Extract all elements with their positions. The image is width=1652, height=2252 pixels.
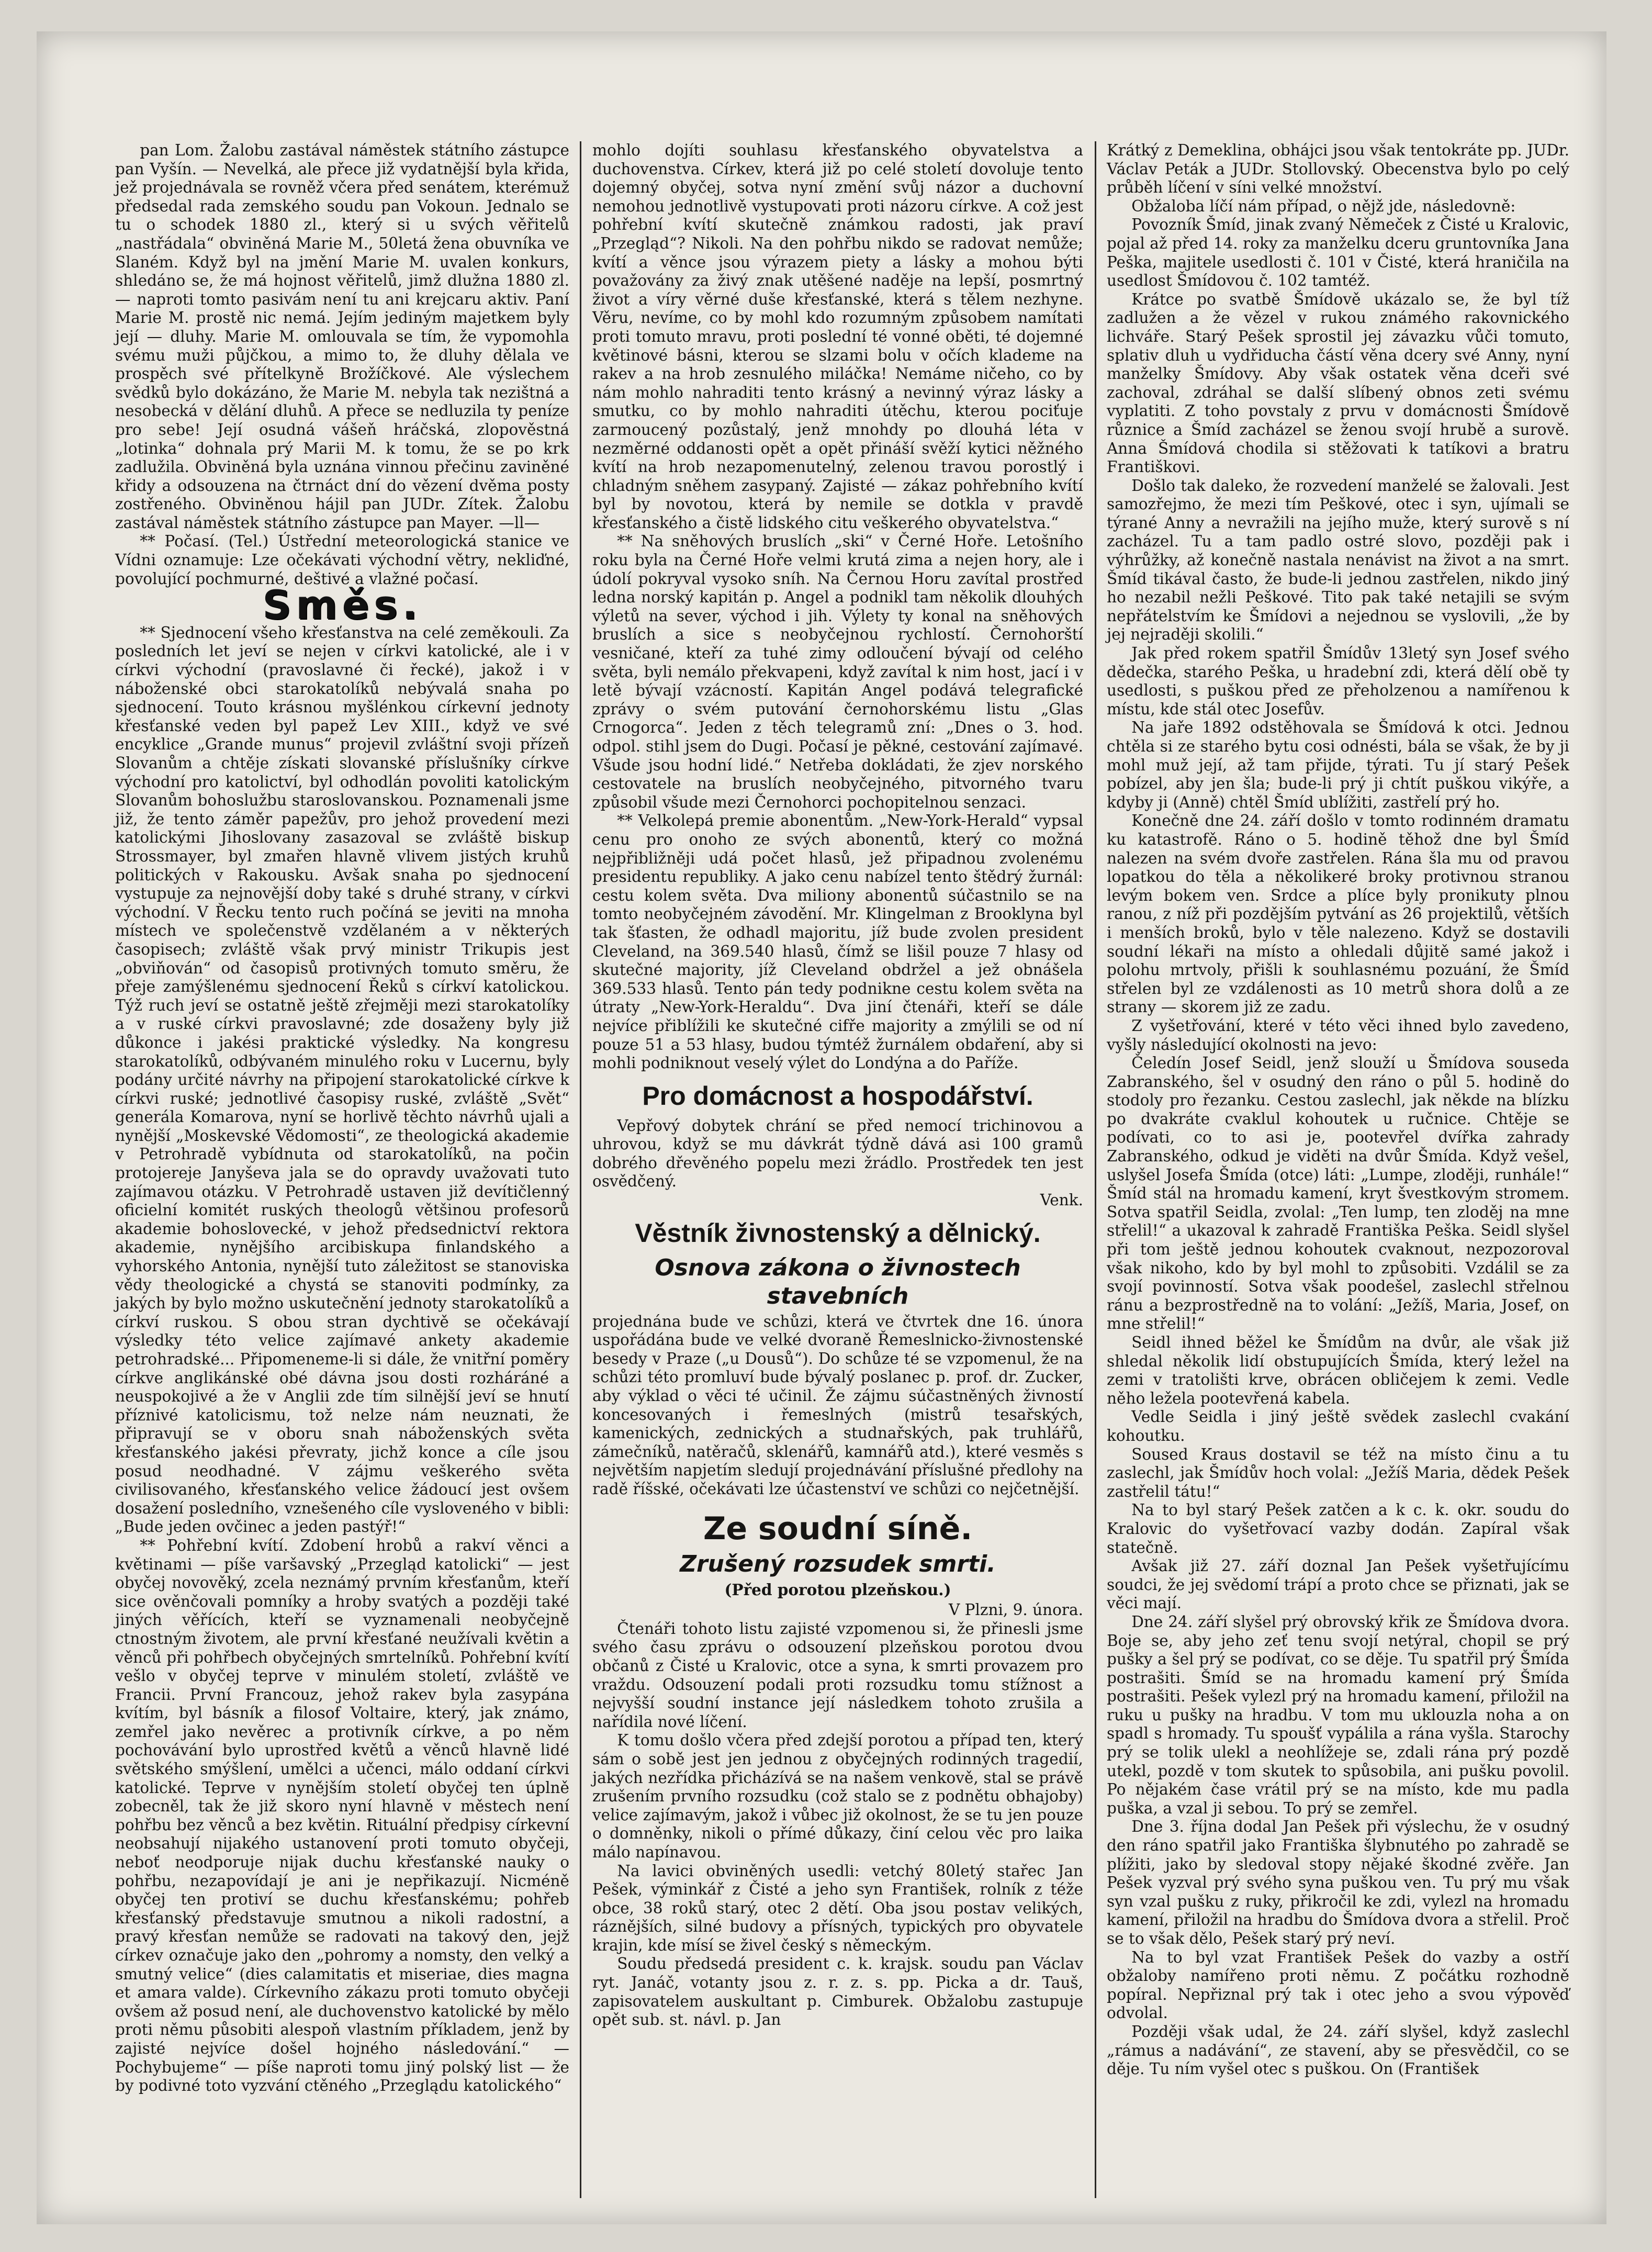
court-paragraph: Jak před rokem spatřil Šmídův 13letý syn Josef svého dědečka, starého Peška, u hradební zdi, která dělí obě ty usedlosti, s puškou před ze přeholzenou a namířenou k místu, kde stál otec Josefův. [1107,644,1569,718]
section-masthead: Směs. [262,581,422,629]
subheading-death-sentence: Zrušený rozsudek smrti. [680,1550,996,1577]
court-paragraph: Na to byl vzat František Pešek do vazby a ostří obžaloby namířeno proti němu. Z počátku rozhodně popíral. Nepřiznal prý tak i otec jeho a svou výpověď odvolal. [1107,1948,1569,2022]
court-paragraph: Dne 24. září slyšel prý obrovský křik ze Šmídova dvora. Boje se, aby jeho zeť tenu svojí netýral, chopil se prý pušky a šel prý se podívat, co se děje. Tu spatřil prý Šmída postrašiti. Šmíd se na hromadu kamení prý Šmída postrašiti. Pešek vylezl prý na hromadu kamení, přiložil na ruku u pušky na hradbu. V tom mu uklouzla noha a on spadl s hromady. Tu spoušť vypálila a rána vyšla. Starochy prý se tolik ulekl a neohlížeje se, zdali rána prý pozdě utekl, pozdě v tom skutek to spůsobila, ani pušku povolil. Po nějakém čase vrátil prý se na místo, kde mu padla puška, a vzal ji sebou. To prý se zemřel. [1107,1612,1569,1817]
court-paragraph: Krátce po svatbě Šmídově ukázalo se, že byl tíž zadlužen a že vězel v rukou známého rakovnického lichváře. Starý Pešek sprostil jej závazku vůči tomuto, splativ dluh u vydřiducha částí věna dcery své Anny, nyní manželky Šmídovy. Aby však ostatek věna dceři své zachoval, zdráhal se další slíbený obnos zeti svému vyplatiti. Z toho povstaly z prvu v domácnosti Šmídově různice a Šmíd zacházel se ženou svojí hrubě a surově. Anna Šmídová chodila si stěžovati k tatíkovi a bratru Františkovi. [1107,290,1569,476]
section-heading-household: Pro domácnost a hospodářství. [642,1081,1033,1111]
dateline: V Plzni, 9. února. [948,1601,1083,1619]
court-paragraph: Povozník Šmíd, jinak zvaný Němeček z Čisté u Kralovic, pojal až před 14. roky za manželku dceru gruntovníka Jana Peška, majitele usedlosti č. 101 v Čisté, která hraničila na usedlost Šmídovou č. 102 tamtéž. [1107,216,1569,290]
court-paragraph: Později však udal, že 24. září slyšel, když zaslechl „rámus a nadávání“, ze stavení, aby se přesvědčil, co se děje. Tu ním vyšel otec s puškou. On (František [1107,2022,1569,2078]
court-paragraph: Vedle Seidla i jiný ještě svědek zaslechl cvakání kohoutku. [1107,1408,1569,1444]
column-left [115,141,569,2096]
court-paragraph: Z vyšetřování, které v této věci ihned bylo zavedeno, vyšly následující okolnosti na jevo: [1107,1016,1569,1054]
court-paragraph: Avšak již 27. září doznal Jan Pešek vyšetřujícímu soudci, že jej svědomí trápí a proto chce se přiznati, jak se věci mají. [1107,1557,1569,1612]
article-ski-montenegro: ** Na sněhových bruslích „ski“ v Černé Hoře. Letošního roku byla na Černé Hoře velmi krutá zima a nejen hory, ale i údolí pokryval vysoko sníh. Na Černou Horu zavítal prostřed ledna norský kapitán p. Angel a podnikl tam několik dlouhých výletů na sever, východ i jih. Výlety ty konal na sněhových bruslích a sice s neobyčejnou rychlostí. Černohorští vesničané, kteří za tuhé zimy odloučení bývají od celého světa, byli nemálo překvapeni, když zavítal k nim host, jací i v letě bývají vzácností. Kapitán Angel podává telegrafické zprávy o svém putování černohorskému listu „Glas Crnogorca“. Jeden z těch telegramů zní: „Dnes o 3. hod. odpol. stihl jsem do Dugi. Počasí je pěkné, cestování zajímavé. Všude jsou hodní lidé.“ Netřeba dokládati, že zjev norského cestovatele na bruslích neobyčejného, pitvorného tvaru způsobil všude mezi Černohorci pochopitelnou senzaci. [592,532,1083,811]
article-funeral-flowers-continuation: mohlo dojíti souhlasu křesťanského obyvatelstva a duchovenstva. Církev, která již po celé století dovoluje tento dojemný obyčej, sotva nyní změní svůj názor a duchovní nemohou jednotlivě vystupovati proti názoru církve. A což jest pohřební kvítí skutečně známkou radosti, jak praví „Przegląd“? Nikoli. Na den pohřbu nikdo se radovat nemůže; kvítí a věnce jsou výrazem piety a lásky a mohou býti považovány za živý znak utěšené naděje na lepší, posmrtný život a víry věrné duše křesťanské, která s tělem nezhyne. Věru, nevíme, co by mohl kdo rozumným způsobem namítati proti tomuto mravu, proti poslední té vonné oběti, té dojemné květinové básni, kterou se slzami bolu v očích klademe na rakev a na hrob zesnulého miláčka! Nemáme ničeho, co by nám mohlo nahraditi tento krásný a nevinný výraz lásky a smutku, co by mohlo nahraditi útěchu, kterou pociťuje zarmoucený pozůstalý, jenž mnohdy po dlouhá léta v nezměrné oddanosti opět a opět přináší svěží kytici něžného kvítí na hrob nezapomenutelný, zelenou travou porostlý i chladným sněhem zasypaný. Zajisté — zákaz pohřebního kvítí byl by novotou, která by nemile se dotkla v pravdě křesťanského a čistě lidského citu veškerého obyvatelstva.“ [592,141,1083,532]
court-paragraph: Seidl ihned běžel ke Šmídům na dvůr, ale však již shledal několik lidí obstupujících Šmída, který ležel na zemi v tratolišti krve, obrácen obličejem k zemi. Vedle něho ležela pootevřená kabela. [1107,1334,1569,1407]
column-middle [592,141,1083,2030]
subheading-building-trades: Osnova zákona o živnostech stavebních [655,1254,1021,1309]
article-funeral-flowers: ** Pohřební kvítí. Zdobení hrobů a rakví věnci a květinami — píše varšavský „Przegląd katolicki“ — jest obyčej novověký, zcela neznámý prvním křesťanům, kteří sice ověnčovali pomníky a hroby svatých a později také jiných věřících, kteří se vyznamenali neobyčejně ctnostným životem, ale první křesťané neužívali květin a věnců při pohřbech obyčejných smrtelníků. Pohřební kvítí vešlo v obyčej teprve v minulém století, zvláště ve Francii. První Francouz, jehož rakev byla zasypána kvítím, byl básník a filosof Voltaire, který, jak známo, zemřel jako nevěrec a protivník církve, a po něm pochovávání bylo uprostřed květů a věnců hlavně lidé světského smýšlení, umělci a učenci, málo oddaní církvi katolické. Teprve v nynějším století obyčej ten úplně zobecněl, tak že již skoro nyní hlavně v městech není pohřbu bez věnců a bez květin. Rituální předpisy církevní neobsahují nijakého ustanovení proti tomuto obyčeji, neboť neodporuje nijak duchu křesťanské nauky o pohřbu, nezapovídají je ani je nepřikazují. Nicméně obyčej ten protiví se duchu křesťanskému; pohřeb křesťanský představuje smutnou a nikoli radostní, a pravý křesťan nemůže se radovati na takový den, jejž církev označuje jako den „pohromy a nomsty, den velký a smutný velice“ (dies calamitatis et miseriae, dies magna et amara valde). Církevního zákazu proti tomuto obyčeji ovšem až posud není, ale duchovenstvo katolické by mělo proti němu působiti alespoň vlastním příkladem, jenž by zajisté nejvíce došel hojného následování.“ — Pochybujeme“ — píše naproti tomu jiný polský list — že by podivné toto vyzvání ctěného „Przeglądu katolického“ [115,1536,569,2095]
column-right [1107,141,1569,2079]
court-paragraph: Čtenáři tohoto listu zajisté vzpomenou si, že přinesli jsme svého času zprávu o odsouzení plzeňskou porotou dvou občanů z Čisté u Kralovic, otce a syna, k smrti provazem pro vraždu. Odsouzení podali proti rozsudku tomu stížnost a nejvyšší soudní instance její následkem tohoto zrušila a nařídila nové líčení. [592,1619,1083,1731]
subheading-note: (Před porotou plzeňskou.) [724,1580,951,1599]
signature: Venk. [1040,1191,1083,1209]
article-christian-unity: ** Sjednocení všeho křesťanstva na celé zeměkouli. Za posledních let jeví se nejen v církvi katolické, ale i v církvi východní (pravoslavné či řecké), jakož i v náboženské obci starokatolíků nebývalá snaha po sjednocení. Touto krásnou myšlénkou církevní jednoty křesťanské veden byl papež Lev XIII., když ve své encyklice „Grande munus“ projevil zvláštní svoji přízeň Slovanům a chtěje získati slovanské příslušníky církve východní pro katolictví, byl odhodlán povoliti katolickým Slovanům bohoslužbu staroslovanskou. Poznamenali jsme již, že tento záměr papežův, pro jehož provedení mezi katolickými Jihoslovany zasazoval se zvláště biskup Strossmayer, byl zmařen hlavně vlivem jistých kruhů politických v Rakousku. Avšak snaha po sjednocení vystupuje za nejnovější doby také s druhé strany, v církvi východní. V Řecku tento ruch počíná se jeviti na mnoha místech ve společenstvě vzdělaném a v některých časopisech; zvláště však prvý ministr Trikupis jest „obviňován“ od časopisů protivných tomuto směru, že přeje zamýšlenému sjednocení Řeků s církví katolickou. Týž ruch jeví se ostatně ještě zřejměji mezi starokatolíky a v ruské církvi pravoslavné; zde dosaženy byly již důkonce i jakési praktické výsledky. Na kongresu starokatolíků, odbývaném minulého roku v Lucernu, byly podány určité návrhy na připojení starokatolické církve k církvi ruské; jednotlivé časopisy ruské, zvláště „Svět“ generála Komarova, nyní se horlivě těchto návrhů ujali a nynější „Moskevské Vědomosti“, ze theologická akademie v Petrohradě vybídnuta od starokatolíků, na počin protojereje Janyševa jala se do opravdy uvažovati tuto zajímavou otázku. V Petrohradě ustaven již devítičlenný oficielní komitét ruských theologů většinou profesorů akademie bohoslovecké, v jehož předsednictví rektora akademie, nynějšího arcibiskupa finlandského a vyhorského Antonia, nynější tuto záležitost se stanoviska vědy theologické a chystá se stanoviti podmínky, za jakých by bylo možno uskutečnění jednoty starokatolíků a církví ruskou. S obou stran dychtivě se očekávají výsledky této velice zajímavé ankety akademie petrohradské... Připomeneme-li si dále, že vnitřní poměry církve anglikánské obé dávna jsou dosti rozháráné a neuspokojivé a že v Anglii zde tím silnější jeví se hnutí příznivé katolicismu, tož nelze nám neuznati, že připravují se v oboru snah náboženských světa křesťanského jakési převraty, jichž konce a cíle jsou posud neodhadné. V zájmu veškerého světa civilisovaného, křesťanského velice žádoucí jest ovšem dosažení posledního, vznešeného cíle vysloveného v bibli: „Bude jeden ovčinec a jeden pastýř!“ [115,623,569,1536]
section-heading-court: Ze soudní síně. [703,1510,973,1547]
weather-notice: ** Počasí. (Tel.) Ústřední meteorologická stanice ve Vídni oznamuje: Lze očekávati východní větry, nekliďné, povolující pochmurné, deštivé a vlažné počasí. [115,532,569,588]
court-paragraph: Krátký z Demeklina, obhájci jsou však tentokráte pp. JUDr. Václav Peták a JUDr. Stollovský. Obecenstva bylo po celý průběh líčení v síni velké množství. [1107,141,1569,197]
article-subscriber-prize: ** Velkolepá premie abonentům. „New-York-Herald“ vypsal cenu pro onoho ze svých abonentů, který co možná nejpřibližněji udá počet hlasů, jež připadnou zvolenému presidentu republiky. A jako cenu nabízel tento štědrý žurnál: cestu kolem světa. Dva miliony abonentů súčastnilo se na tomto neobyčejném závodění. Mr. Klingelman z Brooklyna byl tak šťasten, že odhadl majoritu, jíž bude zvolen president Cleveland, na 369.540 hlasů, čímž se lišil pouze 7 hlasy od skutečné majority, jíž Cleveland obdržel a jež obnášela 369.533 hlasů. Tento pán tedy podnikne cestu kolem světa na útraty „New-York-Heraldu“. Dva jiní čtenáři, kteří se dále nejvíce přiblížili ke skutečné cifře majority a zmýlili se od ní pouze 51 a 53 hlasy, budou týmtéž žurnálem obdaření, aby si mohli podniknout veselý výlet do Londýna a do Paříže. [592,812,1083,1072]
court-report-continuation: pan Lom. Žalobu zastával náměstek státního zástupce pan Vyšín. — Nevelká, ale přece již vydatnější byla křida, jež projednávala se rovněž včera před senátem, kterémuž předsedal rada zemského soudu pan Vokoun. Jednalo se tu o schodek 1880 zl., který si u svých věřitelů „nastřádala“ obviněná Marie M., 50letá žena obuvníka ve Slaném. Když byl na jmění Marie M. uvalen konkurs, shledáno se, že má hojnost věřitelů, jimž dlužna 1880 zl. — naproti tomto pasivám není tu ani krejcaru aktiv. Paní Marie M. prostě nic nemá. Jejím jediným majetkem byly její — dluhy. Marie M. omlouvala se tím, že vypomohla svému muži půjčkou, a mimo to, že dluhy dělala ve prospěch své přítelkyně Brožíčkové. Ale výslechem svědků bylo dokázáno, že Marie M. nebyla tak nezištná a nesobecká v dělání dluhů. A přece se nedluzila ty peníze pro sebe! Její osudná vášeň hráčská, zlopověstná „lotinka“ dohnala prý Marii M. k tomu, že se po krk zadlužila. Obviněná byla uznána vinnou přečinu zaviněné křidy a odsouzena na čtrnáct dní do vězení dvěma posty zostřeného. Obviněnou hájil pan JUDr. Zítek. Žalobu zastával náměstek státního zástupce pan Mayer. —ll— [115,141,569,532]
column-rule [1095,141,1096,2198]
article-pigs: Vepřový dobytek chrání se před nemocí trichinovou a uhrovou, když se mu dávkrát týdně dává asi 100 gramů dobrého dřevěného popelu mezi žrádlo. Prostředek ten jest osvědčený. [592,1116,1083,1191]
court-paragraph: Soudu předsedá president c. k. krajsk. soudu pan Václav ryt. Janáč, votanty jsou z. r. z. s. pp. Picka a dr. Tauš, zapisovatelem auskultant p. Cimburek. Obžalobu zastupuje opět sub. st. návl. p. Jan [592,1955,1083,2029]
court-paragraph: Konečně dne 24. září došlo v tomto rodinném dramatu ku katastrofě. Ráno o 5. hodině těhož dne byl Šmíd nalezen na svém dvoře zastřelen. Rána šla mu od pravou lopatkou do těla a několikeré broky protivnou stranou levým bokem ven. Srdce a plíce byly pronikuty plnou ranou, z níž při pozdějším pytvání as 26 projektilů, větších i menších broků, bylo v těle nalezeno. Když se dostavili soudní lékaři na místo a ohledali důjitě samé jakož i polohu mrtvoly, přišli k souhlasnému pozuání, že Šmíd střelen byl ze vzdálenosti as 10 metrů shora dolů a ze strany — skorem již ze zadu. [1107,812,1569,1016]
court-paragraph: Soused Kraus dostavil se též na místo činu a tu zaslechl, jak Šmídův hoch volal: „Ježíš Maria, dědek Pešek zastřelil tátu!“ [1107,1445,1569,1500]
newspaper-page [37,31,1606,2224]
column-rule [580,141,581,2198]
court-paragraph: Na lavici obviněných usedli: vetchý 80letý stařec Jan Pešek, výminkář z Čisté a jeho syn František, rolník z téže obce, 38 roků starý, otec 2 dětí. Oba jsou postav velikých, ráznějších, silné budovy a přísných, typických pro obyvatele krajin, kde mísí se živel český s německým. [592,1862,1083,1954]
court-paragraph: Dne 3. října dodal Jan Pešek při výslechu, že v osudný den ráno spatřil jako Františka šlybnutého po zahradě se plížiti, jako by sledoval stopy nějaké škodné zvěře. Jan Pešek vyzval prý svého syna puškou ven. Tu prý mu však syn vzal pušku z ruky, přikročil ke zdi, vylezl na hromadu kamení, přiložil na hradbu do Šmídova dvora a střelil. Proč se to však dělo, Pešek starý prý neví. [1107,1818,1569,1947]
court-paragraph: Obžaloba líčí nám případ, o nějž jde, následovně: [1131,197,1516,215]
court-paragraph: Čeledín Josef Seidl, jenž slouží u Šmídova souseda Zabranského, šel v osudný den ráno o půl 5. hodině do stodoly pro řezanku. Cestou zaslechl, jak někde na blízku po dvakráte cvaklul kohoutek u ručnice. Chtěje se podívati, co to asi je, pootevřel dvířka zahrady Zabranského, odkud je viděti na dvůr Šmída. Když vešel, uslyšel Josefa Šmída (otce) láti: „Lumpe, zloději, runhále!“ Šmíd stál na hromadu kamení, kryt švestkovým stromem. Sotva spatřil Seidla, zvolal: „Ten lump, ten zloděj na mne střelil!“ a ukazoval k zahradě Františka Peška. Seidl slyšel při tom ještě jednou kohoutek cvaknout, nezpozoroval však nikoho, kdo by byl mohl to způsobiti. Vzdálil se za svojí povinností. Sotva však poodešel, zaslechl střelnou ránu a bezprostředně na to volání: „Ježíš, Maria, Josef, on mne střelil!“ [1107,1054,1569,1333]
court-paragraph: Na jaře 1892 odstěhovala se Šmídová k otci. Jednou chtěla si ze starého bytu cosi odnésti, bála se však, že by ji mohl muž její, až tam přijde, týrati. Tu jí starý Pešek pobízel, aby jen šla; bude-li prý ji chtít puškou vikýře, a kdyby ji (Anně) chtěl Šmíd ublížiti, zastřelí prý ho. [1107,719,1569,811]
court-paragraph: Došlo tak daleko, že rozvedení manželé se žalovali. Jest samozřejmo, že mezi tím Peškové, otec i syn, ujímali se týrané Anny a nevražili na jejího muže, který surově s ní zacházel. Tu a tam padlo ostré slovo, později pak i výhrůžky, až konečně nastala nenávist na život a na smrt. Šmíd tikával často, že bude-li jednou zastřelen, nikdo jiný ho nezabil nežli Peškové. Tito pak také netajili se svým nepřátelstvím ke Šmídovi a nejednou se vyslovili, „že by jej nejraději skolili.“ [1107,476,1569,644]
section-heading-trades: Věstník živnostenský a dělnický. [635,1218,1041,1248]
article-building-trades: projednána bude ve schůzi, která ve čtvrtek dne 16. února uspořádána bude ve velké dvoraně Řemeslnicko-živnostenské besedy v Praze („u Dousů“). Do schůze té se vzpomenul, že na schůzi této promluví bude bývalý poslanec p. prof. dr. Zucker, aby výklad o věci té učinil. Že zájmu súčastněných živností koncesovaných i řemeslných (mistrů tesařských, kamenických, zednických a studnařských, pak truhlářů, zámečníků, natěračů, sklenářů, kamnářů atd.), které vesměs s největším napjetím sledují projednávání příslušné předlohy na radě říšské, očekávati lze účastenství ve schůzi co nejčetnější. [592,1312,1083,1498]
court-paragraph: K tomu došlo včera před zdejší porotou a případ ten, který sám o sobě jest jen jednou z obyčejných rodinných tragedií, jakých nezřídka přicházívá se na našem venkově, stal se právě zrušením prvního rozsudku (což stalo se z podnětu obhajoby) velice zajímavým, jakož i vůbec již okolnost, že se tu jen pouze o domněnky, nikoli o přímé důkazy, činí celou věc pro laika málo napínavou. [592,1731,1083,1861]
court-paragraph: Na to byl starý Pešek zatčen a k c. k. okr. soudu do Kralovic do vyšetřovací vazby dodán. Zapíral však statečně. [1107,1501,1569,1556]
